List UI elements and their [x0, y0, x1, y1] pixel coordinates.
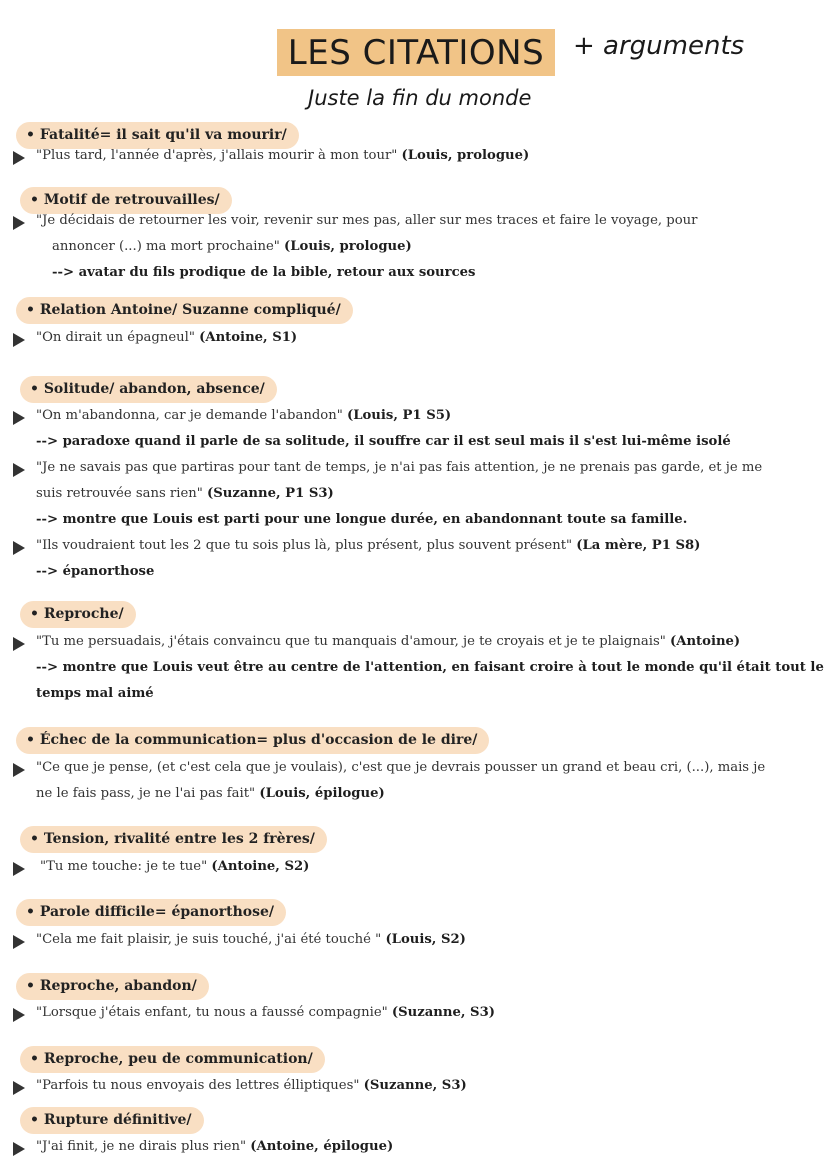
quote-text: "On dirait un épagneul" — [36, 330, 195, 345]
quote-text: annoncer (...) ma mort prochaine" — [52, 239, 280, 254]
quote-line — [36, 633, 818, 651]
bullet-triangle-icon — [13, 151, 25, 165]
quote-source: (Antoine, S2) — [211, 859, 310, 874]
quote-line — [36, 1077, 818, 1095]
quote-source: (Louis, épilogue) — [259, 786, 385, 801]
quote-source: (Louis, prologue) — [284, 239, 412, 254]
quote-text: "Tu me persuadais, j'étais convaincu que tu manquais d'amour, je te croyais et je te plaignais" — [36, 634, 666, 649]
quote-text: "Lorsque j'étais enfant, tu nous a faussé compagnie" — [36, 1005, 388, 1020]
quote-line — [36, 329, 818, 347]
page-title: LES CITATIONS — [277, 29, 555, 76]
page-subtitle: Juste la fin du monde — [308, 86, 532, 110]
quote-text: ne le fais pass, je ne l'ai pas fait" — [36, 786, 256, 801]
quote-text: "Ce que je pense, (et c'est cela que je voulais), c'est que je devrais pousser un grand et beau cri, (...), mais je — [36, 760, 766, 775]
quote-source: (Suzanne, P1 S3) — [207, 486, 334, 501]
quote-text: "Tu me touche: je te tue" — [40, 859, 208, 874]
quote-line — [36, 1138, 818, 1156]
theme-tension: • Tension, rivalité entre les 2 frères/ — [20, 826, 327, 853]
comment-line: --> montre que Louis veut être au centre de l'attention, en faisant croire à tout le monde qu'il était tout le — [36, 660, 824, 675]
quote-text: "On m'abandonna, car je demande l'abandon" — [36, 408, 343, 423]
bullet-triangle-icon — [13, 216, 25, 230]
bullet-triangle-icon — [13, 862, 25, 876]
quote-line — [36, 785, 818, 803]
quote-line — [36, 759, 818, 777]
quote-source: (Suzanne, S3) — [391, 1005, 495, 1020]
quote-line — [36, 407, 818, 425]
comment-line: --> avatar du fils prodique de la bible, retour aux sources — [52, 265, 476, 280]
quote-text: "Plus tard, l'année d'après, j'allais mourir à mon tour" — [36, 148, 398, 163]
quote-text: "J'ai finit, je ne dirais plus rien" — [36, 1139, 247, 1154]
theme-reproche-abandon: • Reproche, abandon/ — [16, 973, 209, 1000]
bullet-triangle-icon — [13, 333, 25, 347]
quote-source: (La mère, P1 S8) — [576, 538, 701, 553]
quote-text: "Je ne savais pas que partiras pour tant de temps, je n'ai pas fais attention, je ne prenais pas garde, et je me — [36, 460, 763, 475]
quote-text: "Cela me fait plaisir, je suis touché, j'ai été touché " — [36, 932, 382, 947]
bullet-triangle-icon — [13, 637, 25, 651]
quote-source: (Antoine, S1) — [199, 330, 298, 345]
quote-source: (Suzanne, S3) — [363, 1078, 467, 1093]
quote-line — [36, 212, 818, 230]
quote-line — [36, 1004, 818, 1022]
theme-reproche-communication: • Reproche, peu de communication/ — [20, 1046, 325, 1073]
quote-source: (Louis, P1 S5) — [347, 408, 452, 423]
quote-line — [40, 858, 822, 876]
bullet-triangle-icon — [13, 463, 25, 477]
quote-source: (Louis, prologue) — [401, 148, 530, 163]
quote-line — [36, 459, 818, 477]
quote-text: suis retrouvée sans rien" — [36, 486, 203, 501]
arguments-note: + arguments — [573, 31, 745, 61]
comment-line: --> épanorthose — [36, 564, 155, 579]
bullet-triangle-icon — [13, 1008, 25, 1022]
comment-line: --> montre que Louis est parti pour une longue durée, en abandonnant toute sa famille. — [36, 512, 688, 527]
bullet-triangle-icon — [13, 411, 25, 425]
bullet-triangle-icon — [13, 1081, 25, 1095]
bullet-triangle-icon — [13, 935, 25, 949]
quote-line — [52, 238, 828, 256]
theme-solitude: • Solitude/ abandon, absence/ — [20, 376, 277, 403]
theme-relation: • Relation Antoine/ Suzanne compliqué/ — [16, 297, 353, 324]
theme-fatalite: • Fatalité= il sait qu'il va mourir/ — [16, 122, 299, 149]
theme-communication: • Échec de la communication= plus d'occasion de le dire/ — [16, 727, 489, 754]
quote-line — [36, 147, 818, 165]
theme-reproche: • Reproche/ — [20, 601, 136, 628]
quote-text: "Je décidais de retourner les voir, revenir sur mes pas, aller sur mes traces et faire le voyage, pour — [36, 213, 698, 228]
bullet-triangle-icon — [13, 541, 25, 555]
theme-parole: • Parole difficile= épanorthose/ — [16, 899, 286, 926]
quote-text: "Ils voudraient tout les 2 que tu sois plus là, plus présent, plus souvent présent" — [36, 538, 573, 553]
quote-line — [36, 931, 818, 949]
comment-line: --> paradoxe quand il parle de sa solitude, il souffre car il est seul mais il s'est lui-même isolé — [36, 434, 731, 449]
quote-source: (Antoine, épilogue) — [250, 1139, 394, 1154]
quote-line — [36, 485, 818, 503]
theme-rupture: • Rupture définitive/ — [20, 1107, 204, 1134]
bullet-triangle-icon — [13, 1142, 25, 1156]
quote-source: (Louis, S2) — [385, 932, 466, 947]
theme-retrouvailles: • Motif de retrouvailles/ — [20, 187, 232, 214]
bullet-triangle-icon — [13, 763, 25, 777]
comment-line: temps mal aimé — [36, 686, 154, 701]
quote-text: "Parfois tu nous envoyais des lettres élliptiques" — [36, 1078, 360, 1093]
quote-source: (Antoine) — [670, 634, 741, 649]
quote-line — [36, 537, 818, 555]
